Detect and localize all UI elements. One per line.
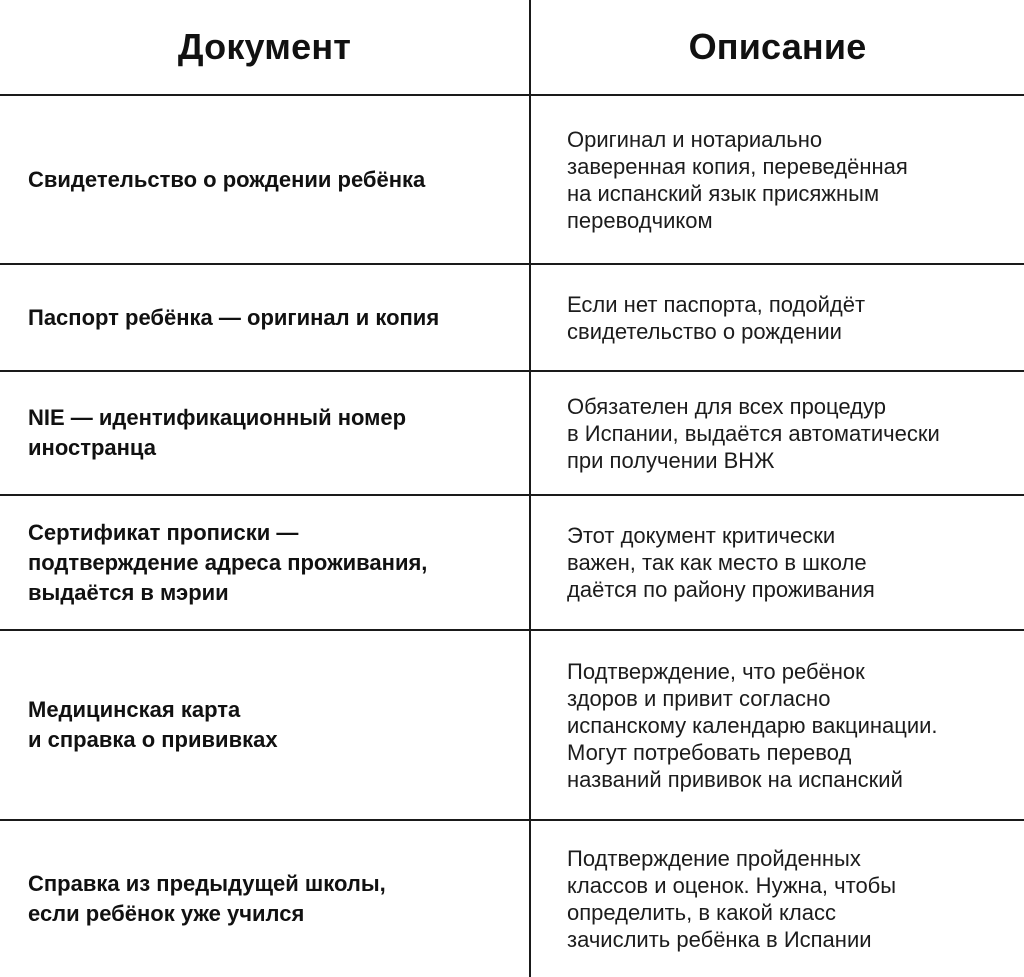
document-name: Сертификат прописки — подтверждение адреса проживания, выдаётся в мэрии xyxy=(28,519,428,605)
description-cell xyxy=(530,264,1024,371)
document-description: Обязателен для всех процедур в Испании, выдаётся автоматически при получении ВНЖ xyxy=(567,393,940,473)
column-header-document: Документ xyxy=(0,0,530,95)
table-row xyxy=(0,264,1024,371)
document-name: Паспорт ребёнка — оригинал и копия xyxy=(28,304,440,330)
table-row xyxy=(0,820,1024,977)
document-cell xyxy=(0,371,530,495)
column-header-description: Описание xyxy=(530,0,1024,95)
description-cell xyxy=(530,630,1024,820)
table-row xyxy=(0,95,1024,264)
document-name: NIE — идентификационный номер иностранца xyxy=(28,405,407,460)
document-cell xyxy=(0,630,530,820)
table-header-row xyxy=(0,0,1024,95)
document-cell xyxy=(0,820,530,977)
document-description: Подтверждение, что ребёнок здоров и привит согласно испанскому календарю вакцинации. Могут потребовать перевод названий прививок на испанский xyxy=(567,658,938,792)
document-description: Подтверждение пройденных классов и оценок. Нужна, чтобы определить, в какой класс зачислить ребёнка в Испании xyxy=(567,846,897,952)
document-description: Этот документ критически важен, так как место в школе даётся по району проживания xyxy=(567,523,875,602)
table-row xyxy=(0,630,1024,820)
table-row xyxy=(0,495,1024,630)
document-name: Справка из предыдущей школы, если ребёнок уже учился xyxy=(28,871,386,926)
document-name: Медицинская карта и справка о прививках xyxy=(28,697,278,752)
description-cell xyxy=(530,95,1024,264)
document-cell xyxy=(0,495,530,630)
document-description: Оригинал и нотариально заверенная копия, переведённая на испанский язык присяжным переводчиком xyxy=(567,126,908,233)
document-cell xyxy=(0,264,530,371)
description-cell xyxy=(530,495,1024,630)
table-row xyxy=(0,371,1024,495)
document-cell xyxy=(0,95,530,264)
document-description: Если нет паспорта, подойдёт свидетельство о рождении xyxy=(567,291,866,344)
description-cell xyxy=(530,371,1024,495)
document-name: Свидетельство о рождении ребёнка xyxy=(28,166,426,192)
description-cell xyxy=(530,820,1024,977)
